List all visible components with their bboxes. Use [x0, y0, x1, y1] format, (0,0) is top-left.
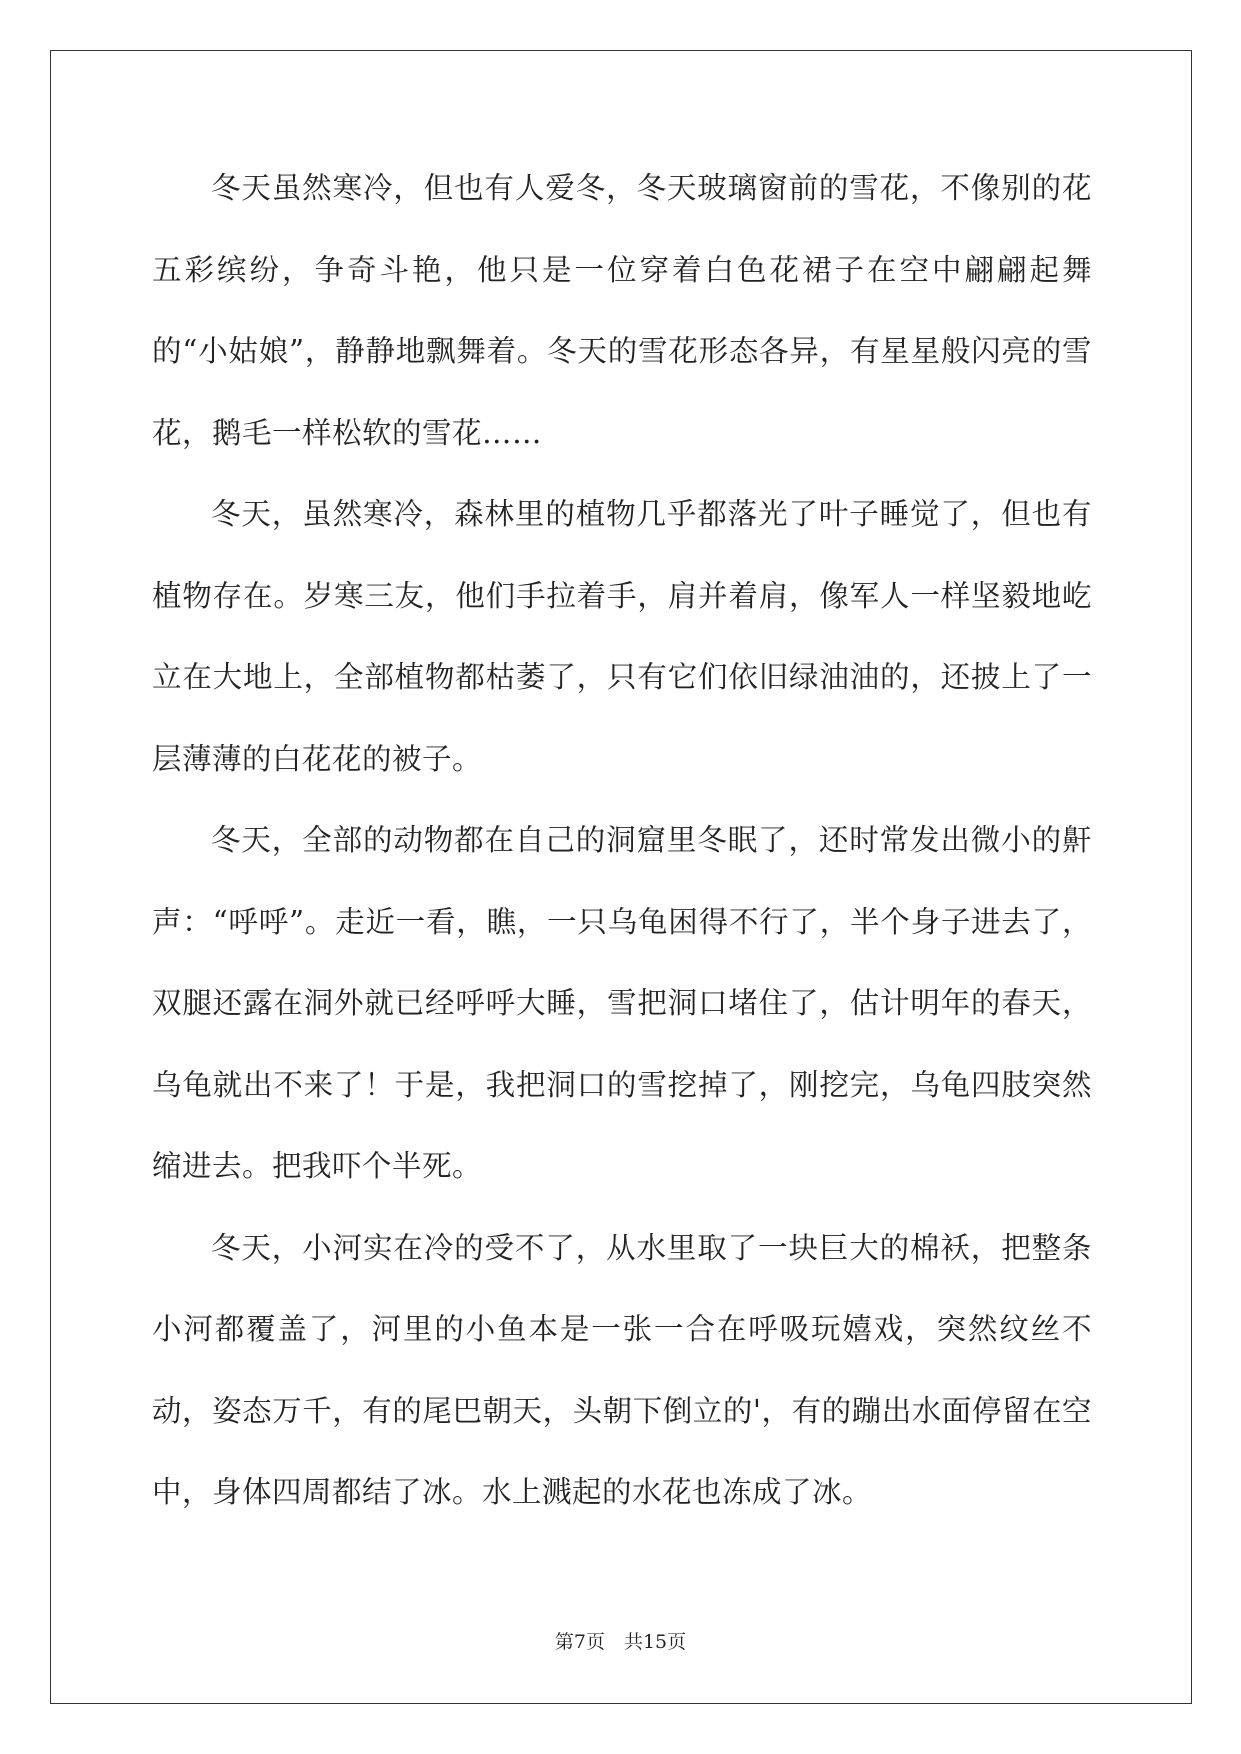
page-footer	[0, 1627, 1241, 1654]
document-body	[152, 148, 1092, 1534]
paragraph-2: 冬天，虽然寒冷，森林里的植物几乎都落光了叶子睡觉了，但也有植物存在。岁寒三友，他们手拉着手，肩并着肩，像军人一样坚毅地屹立在大地上，全部植物都枯萎了，只有它们依旧绿油油的，还披上了一层薄薄的白花花的被子。	[152, 497, 1092, 776]
page-number: 第7页 共15页	[554, 1631, 687, 1653]
paragraph-1: 冬天虽然寒冷，但也有人爱冬，冬天玻璃窗前的雪花，不像别的花五彩缤纷，争奇斗艳，他只是一位穿着白色花裙子在空中翩翩起舞的“小姑娘”，静静地飘舞着。冬天的雪花形态各异，有星星般闪亮的雪花，鹅毛一样松软的雪花……	[152, 171, 1092, 450]
paragraph-4: 冬天，小河实在冷的受不了，从水里取了一块巨大的棉袄，把整条小河都覆盖了，河里的小鱼本是一张一合在呼吸玩嬉戏，突然纹丝不动，姿态万千，有的尾巴朝天，头朝下倒立的'，有的蹦出水面停留在空中，身体四周都结了冰。水上溅起的水花也冻成了冰。	[152, 1230, 1092, 1509]
paragraph-3: 冬天，全部的动物都在自己的洞窟里冬眠了，还时常发出微小的鼾声：“呼呼”。走近一看，瞧，一只乌龟困得不行了，半个身子进去了，双腿还露在洞外就已经呼呼大睡，雪把洞口堵住了，估计明年的春天，乌龟就出不来了！于是，我把洞口的雪挖掉了，刚挖完，乌龟四肢突然缩进去。把我吓个半死。	[152, 823, 1092, 1183]
